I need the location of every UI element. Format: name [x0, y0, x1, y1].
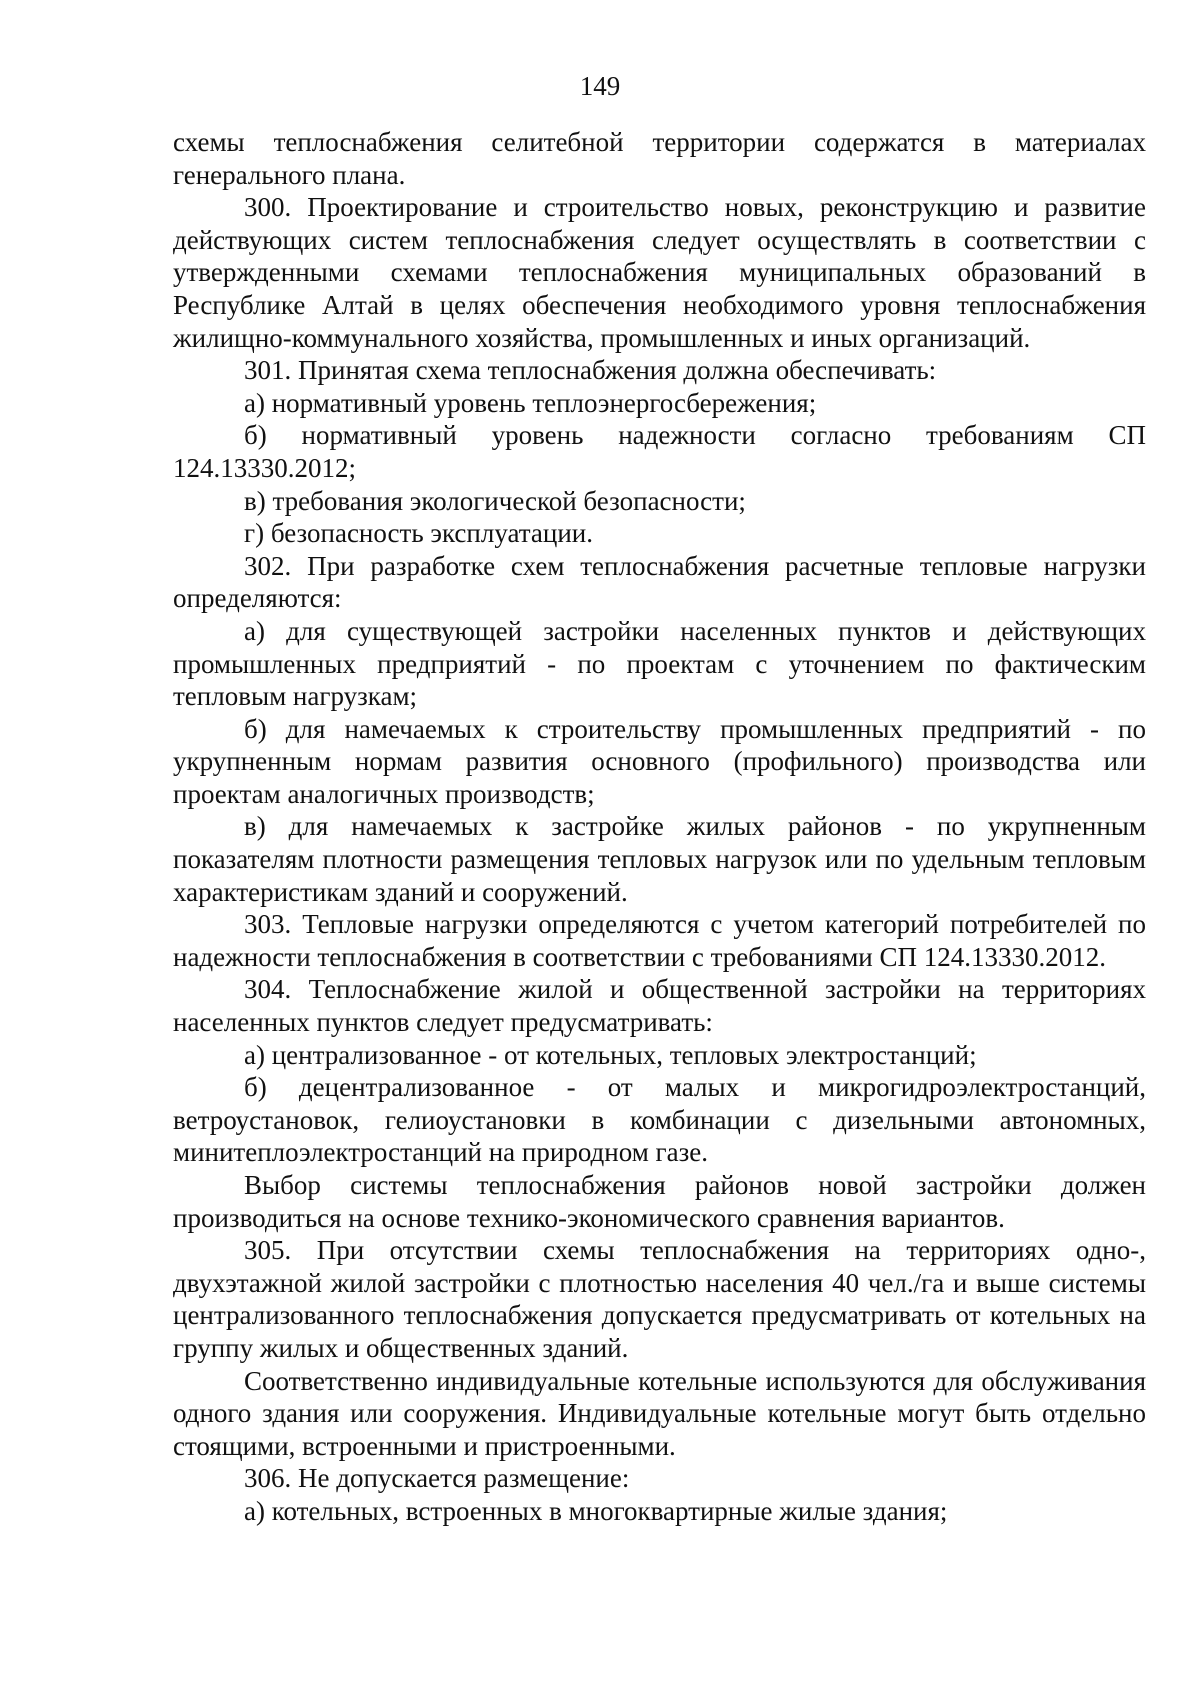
- paragraph: б) для намечаемых к строительству промышленных предприятий - по укрупненным нормам развития основного (профильного) производства или проектам аналогичных производств;: [173, 713, 1146, 809]
- paragraph: а) нормативный уровень теплоэнергосбережения;: [244, 387, 817, 418]
- paragraph: 305. При отсутствии схемы теплоснабжения на территориях одно-, двухэтажной жилой застройки с плотностью населения 40 чел./га и выше системы централизованного теплоснабжения допускается предусматривать от котельных на группу жилых и общественных зданий.: [173, 1235, 1146, 1363]
- paragraph: б) нормативный уровень надежности согласно требованиям СП 124.13330.2012;: [173, 420, 1146, 483]
- document-body: [173, 126, 1146, 1528]
- page-number: 149: [579, 71, 621, 101]
- paragraph: 303. Тепловые нагрузки определяются с учетом категорий потребителей по надежности теплоснабжения в соответствии с требованиями СП 124.13330.2012.: [173, 909, 1146, 972]
- paragraph: 301. Принятая схема теплоснабжения должна обеспечивать:: [244, 355, 937, 386]
- paragraph: Соответственно индивидуальные котельные используются для обслуживания одного здания или сооружения. Индивидуальные котельные могут быть отдельно стоящими, встроенными и пристроенными.: [173, 1365, 1146, 1461]
- paragraph: в) для намечаемых к застройке жилых районов - по укрупненным показателям плотности размещения тепловых нагрузок или по удельным тепловым характеристикам зданий и сооружений.: [173, 811, 1146, 907]
- paragraph: 304. Теплоснабжение жилой и общественной застройки на территориях населенных пунктов следует предусматривать:: [173, 974, 1146, 1038]
- paragraph: а) котельных, встроенных в многоквартирные жилые здания;: [244, 1495, 948, 1526]
- paragraph: г) безопасность эксплуатации.: [244, 518, 593, 549]
- paragraph: а) централизованное - от котельных, тепловых электростанций;: [244, 1039, 977, 1070]
- paragraph: а) для существующей застройки населенных пунктов и действующих промышленных предприятий - по проектам с уточнением по фактическим тепловым нагрузкам;: [173, 615, 1146, 712]
- paragraph: б) децентрализованное - от малых и микрогидроэлектростанций, ветроустановок, гелиоустановки в комбинации с дизельными автономных, минитеплоэлектростанций на природном газе.: [173, 1072, 1146, 1168]
- paragraph: в) требования экологической безопасности;: [244, 485, 746, 516]
- paragraph: схемы теплоснабжения селитебной территории содержатся в материалах генерального плана.: [173, 127, 1146, 190]
- paragraph: Выбор системы теплоснабжения районов новой застройки должен производиться на основе технико-экономического сравнения вариантов.: [173, 1170, 1146, 1233]
- paragraph: 306. Не допускается размещение:: [244, 1463, 630, 1494]
- paragraph: 302. При разработке схем теплоснабжения расчетные тепловые нагрузки определяются:: [173, 550, 1146, 614]
- paragraph: 300. Проектирование и строительство новых, реконструкцию и развитие действующих систем теплоснабжения следует осуществлять в соответствии с утвержденными схемами теплоснабжения муниципальных образований в Республике Алтай в целях обеспечения необходимого уровня теплоснабжения жилищно-коммунального хозяйства, промышленных и иных организаций.: [173, 192, 1146, 353]
